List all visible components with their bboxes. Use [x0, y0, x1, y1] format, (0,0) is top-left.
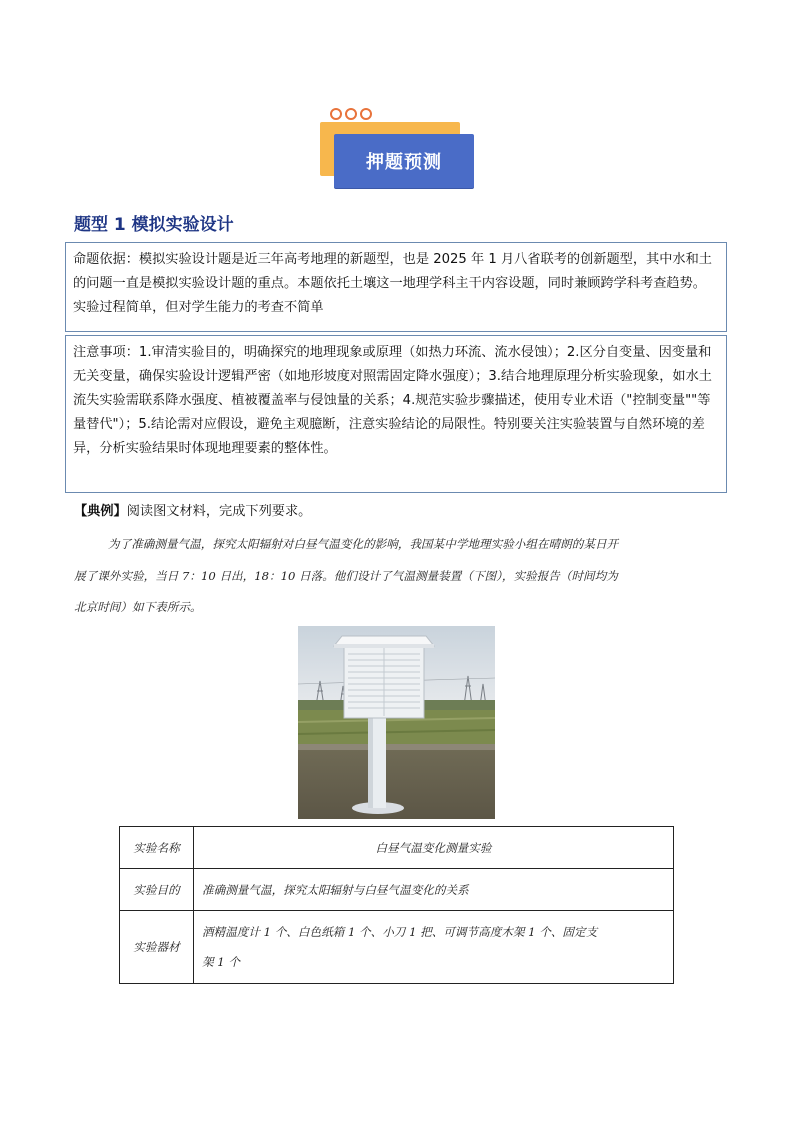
table-value-cell: 准确测量气温，探究太阳辐射与白昼气温变化的关系 — [194, 869, 674, 911]
binder-rings-icon — [330, 108, 372, 120]
notes-box — [65, 335, 727, 493]
section-banner — [320, 108, 480, 188]
experiment-report-table — [119, 826, 674, 984]
table-row — [120, 911, 674, 984]
section-title: 题型 1 模拟实验设计 — [74, 215, 234, 235]
table-key-cell: 实验器材 — [120, 911, 194, 984]
material-line-3: 北京时间）如下表所示。 — [74, 600, 202, 614]
material-line-1: 为了准确测量气温，探究太阳辐射对白昼气温变化的影响，我国某中学地理实验小组在晴朗的某日开 — [108, 537, 619, 551]
table-value-line: 架 1 个 — [202, 955, 240, 969]
basis-box — [65, 242, 727, 332]
notes-text: 注意事项：1.审清实验目的，明确探究的地理现象或原理（如热力环流、流水侵蚀）；2.区分自变量、因变量和无关变量，确保实验设计逻辑严密（如地形坡度对照需固定降水强度）；3.结合地理原理分析实验现象，如水土流失实验需联系降水强度、植被覆盖率与侵蚀量的关系；4.规范实验步骤描述，使用专业术语（"控制变量""等量替代"）；5.结论需对应假设，避免主观臆断，注意实验结论的局限性。特别要关注实验装置与自然环境的差异，分析实验结果时体现地理要素的整体性。 — [73, 345, 712, 456]
table-key-cell: 实验名称 — [120, 827, 194, 869]
weather-station-photo — [298, 626, 495, 819]
basis-text: 命题依据：模拟实验设计题是近三年高考地理的新题型，也是 2025 年 1 月八省联考的创新题型，其中水和土的问题一直是模拟实验设计题的重点。本题依托土壤这一地理学科主干内容设题，同时兼顾跨学科考查趋势。实验过程简单，但对学生能力的考查不简单 — [73, 252, 712, 315]
banner-label: 押题预测 — [366, 152, 442, 173]
example-tag: 【典例】 — [74, 504, 127, 519]
table-value-cell: 白昼气温变化测量实验 — [194, 827, 674, 869]
table-value-line: 酒精温度计 1 个、白色纸箱 1 个、小刀 1 把、可调节高度木架 1 个、固定支 — [202, 925, 598, 939]
example-instruction: 阅读图文材料，完成下列要求。 — [126, 504, 312, 519]
table-key-cell: 实验目的 — [120, 869, 194, 911]
example-heading — [74, 500, 311, 519]
table-value-cell — [194, 911, 674, 984]
table-row — [120, 827, 674, 869]
table-row — [120, 869, 674, 911]
material-line-2: 展了课外实验，当日 7：10 日出，18：10 日落。他们设计了气温测量装置（下图），实验报告（时间均为 — [74, 569, 618, 583]
